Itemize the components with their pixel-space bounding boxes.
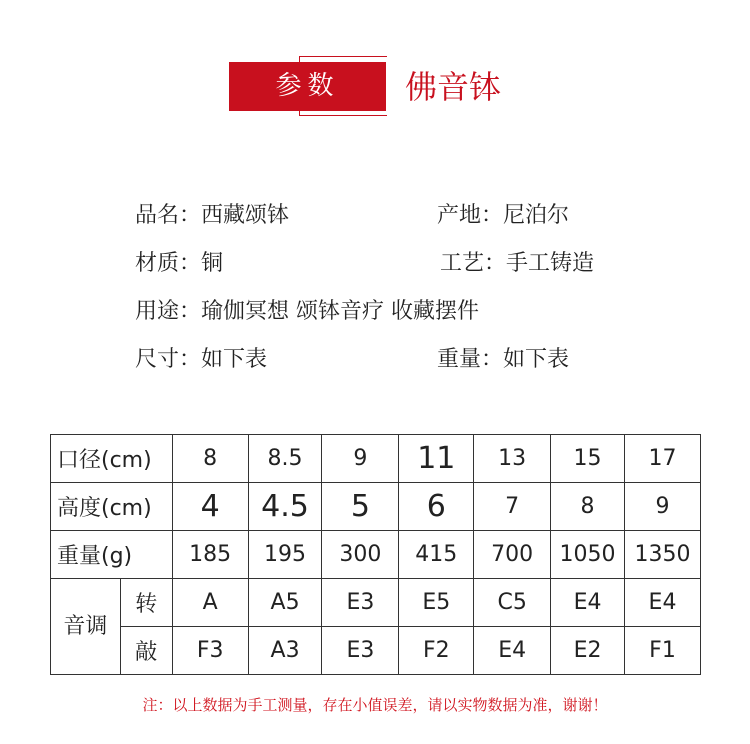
- title-label: 参数: [229, 62, 386, 111]
- spec-table: [50, 434, 701, 675]
- table-cell: 8.5: [248, 435, 322, 483]
- table-cell: E3: [322, 627, 399, 675]
- row-label-weight: 重量(g): [51, 531, 173, 579]
- table-row: [51, 531, 701, 579]
- info-weight: 重量：如下表: [437, 347, 570, 372]
- table-cell: 1050: [551, 531, 625, 579]
- table-cell: 6: [399, 483, 474, 531]
- table-cell: 5: [322, 483, 399, 531]
- table-cell: F3: [172, 627, 248, 675]
- table-cell: E2: [551, 627, 625, 675]
- table-row: [51, 627, 701, 675]
- table-cell: 185: [172, 531, 248, 579]
- table-cell: 300: [322, 531, 399, 579]
- table-cell: E3: [322, 579, 399, 627]
- table-row: [51, 483, 701, 531]
- table-cell: 7: [474, 483, 551, 531]
- table-cell: 195: [248, 531, 322, 579]
- table-cell: 700: [474, 531, 551, 579]
- title-banner: [229, 56, 521, 118]
- info-origin: 产地：尼泊尔: [437, 203, 570, 228]
- info-material: 材质：铜: [135, 251, 224, 276]
- table-cell: 4.5: [248, 483, 322, 531]
- info-name: 品名：西藏颂钵: [135, 203, 290, 228]
- table-cell: A5: [248, 579, 322, 627]
- product-name: 佛音钵: [387, 56, 519, 116]
- table-cell: 8: [172, 435, 248, 483]
- info-size: 尺寸：如下表: [135, 347, 268, 372]
- table-cell: 17: [625, 435, 701, 483]
- table-cell: 11: [399, 435, 474, 483]
- table-cell: 9: [625, 483, 701, 531]
- info-usage: 用途：瑜伽冥想 颂钵音疗 收藏摆件: [135, 299, 479, 324]
- table-cell: 13: [474, 435, 551, 483]
- disclaimer-note: 注：以上数据为手工测量，存在小值误差，请以实物数据为准，谢谢！: [142, 696, 608, 714]
- table-cell: E4: [551, 579, 625, 627]
- table-cell: E4: [625, 579, 701, 627]
- table-cell: 8: [551, 483, 625, 531]
- sub-label-strike: 敲: [120, 627, 172, 675]
- row-label-tone: 音调: [51, 579, 121, 675]
- info-craft: 工艺：手工铸造: [440, 251, 595, 276]
- table-cell: 9: [322, 435, 399, 483]
- table-cell: A: [172, 579, 248, 627]
- table-cell: F2: [399, 627, 474, 675]
- sub-label-turn: 转: [120, 579, 172, 627]
- table-cell: E5: [399, 579, 474, 627]
- row-label-diameter: 口径(cm): [51, 435, 173, 483]
- table-cell: 1350: [625, 531, 701, 579]
- table-cell: A3: [248, 627, 322, 675]
- table-row: [51, 435, 701, 483]
- table-cell: 4: [172, 483, 248, 531]
- table-cell: E4: [474, 627, 551, 675]
- row-label-height: 高度(cm): [51, 483, 173, 531]
- table-cell: F1: [625, 627, 701, 675]
- table-row: [51, 579, 701, 627]
- table-cell: C5: [474, 579, 551, 627]
- table-cell: 415: [399, 531, 474, 579]
- table-cell: 15: [551, 435, 625, 483]
